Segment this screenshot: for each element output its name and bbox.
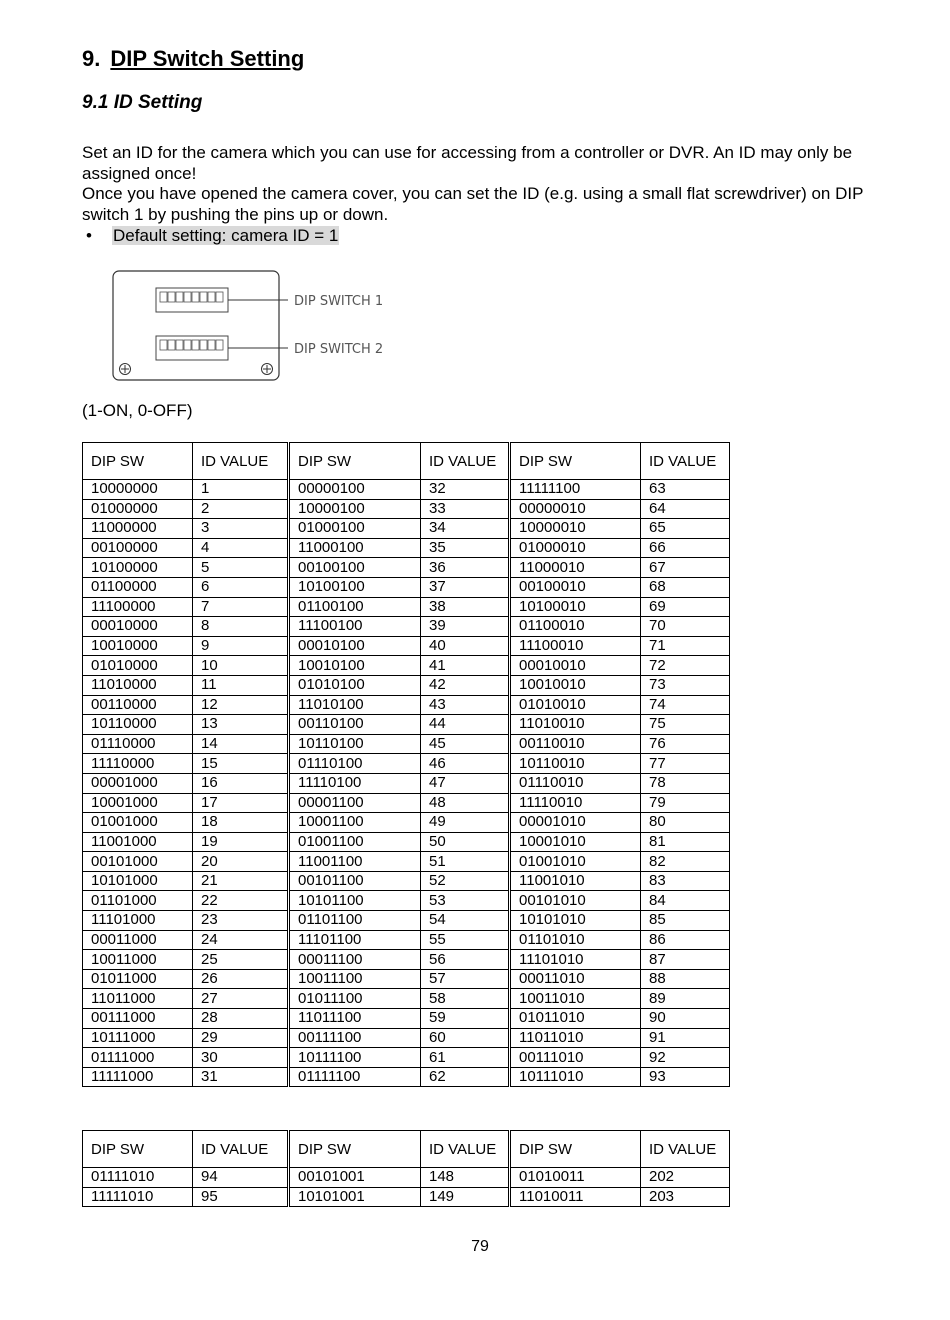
dip-sw-cell: 10111000 <box>83 1028 193 1048</box>
dip-sw-cell: 01001100 <box>289 832 421 852</box>
id-value-cell: 69 <box>641 597 730 617</box>
dip-sw-cell: 11000010 <box>510 558 641 578</box>
default-setting-bullet <box>86 226 339 246</box>
table-row <box>83 950 730 970</box>
id-value-cell: 85 <box>641 911 730 931</box>
table-row <box>83 1168 730 1188</box>
id-value-cell: 50 <box>421 832 510 852</box>
id-value-cell: 90 <box>641 1009 730 1029</box>
dip-sw-cell: 00110010 <box>510 734 641 754</box>
dip-sw-cell: 01111100 <box>289 1067 421 1087</box>
dip-sw-cell: 00101100 <box>289 871 421 891</box>
id-value-cell: 78 <box>641 773 730 793</box>
table-row <box>83 480 730 500</box>
dip-sw-cell: 00111100 <box>289 1028 421 1048</box>
dip-sw-cell: 00111000 <box>83 1009 193 1029</box>
dip-sw-cell: 11010000 <box>83 675 193 695</box>
id-value-cell: 92 <box>641 1048 730 1068</box>
table-row <box>83 871 730 891</box>
id-value-cell: 41 <box>421 656 510 676</box>
dip-sw-cell: 10101100 <box>289 891 421 911</box>
id-value-cell: 4 <box>193 538 289 558</box>
id-value-cell: 20 <box>193 852 289 872</box>
table-row <box>83 734 730 754</box>
section-title: DIP Switch Setting <box>110 46 305 71</box>
subsection-heading: 9.1 ID Setting <box>82 92 203 113</box>
header-id-value: ID VALUE <box>641 1131 730 1168</box>
header-dip-sw: DIP SW <box>289 1131 421 1168</box>
id-value-cell: 30 <box>193 1048 289 1068</box>
id-value-cell: 57 <box>421 969 510 989</box>
dip-sw-cell: 10100010 <box>510 597 641 617</box>
id-value-cell: 11 <box>193 675 289 695</box>
dip-sw-cell: 11010100 <box>289 695 421 715</box>
dip-switch-2-block <box>156 336 288 360</box>
dip-sw-cell: 11010010 <box>510 715 641 735</box>
dip-sw-cell: 10110000 <box>83 715 193 735</box>
dip-sw-cell: 11110100 <box>289 773 421 793</box>
dip-switch-1-block <box>156 288 288 312</box>
id-value-cell: 74 <box>641 695 730 715</box>
dip-sw-cell: 10010010 <box>510 675 641 695</box>
dip-sw-cell: 01000100 <box>289 519 421 539</box>
id-value-cell: 88 <box>641 969 730 989</box>
id-value-cell: 46 <box>421 754 510 774</box>
dip-sw-cell: 10000100 <box>289 499 421 519</box>
id-value-cell: 84 <box>641 891 730 911</box>
id-value-cell: 19 <box>193 832 289 852</box>
bullet-dot-icon: • <box>86 226 92 245</box>
dip-sw-cell: 11000100 <box>289 538 421 558</box>
table-row <box>83 1187 730 1207</box>
id-value-cell: 15 <box>193 754 289 774</box>
table-row <box>83 597 730 617</box>
table-row <box>83 499 730 519</box>
header-id-value: ID VALUE <box>193 1131 289 1168</box>
id-value-cell: 26 <box>193 969 289 989</box>
id-value-cell: 203 <box>641 1187 730 1207</box>
id-value-cell: 34 <box>421 519 510 539</box>
id-value-cell: 47 <box>421 773 510 793</box>
id-value-cell: 5 <box>193 558 289 578</box>
id-value-cell: 8 <box>193 617 289 637</box>
dip-sw-cell: 00110100 <box>289 715 421 735</box>
dip-sw-cell: 10001100 <box>289 813 421 833</box>
screw-left-icon <box>120 364 131 375</box>
id-value-cell: 86 <box>641 930 730 950</box>
id-value-cell: 149 <box>421 1187 510 1207</box>
dip-sw-cell: 10110010 <box>510 754 641 774</box>
dip-sw-cell: 11000000 <box>83 519 193 539</box>
dip-switch-2-label: DIP SWITCH 2 <box>294 342 384 357</box>
table-row <box>83 1009 730 1029</box>
id-value-cell: 36 <box>421 558 510 578</box>
id-value-cell: 22 <box>193 891 289 911</box>
id-value-cell: 29 <box>193 1028 289 1048</box>
id-value-cell: 75 <box>641 715 730 735</box>
header-id-value: ID VALUE <box>193 443 289 480</box>
dip-sw-cell: 01110100 <box>289 754 421 774</box>
dip-sw-cell: 10010000 <box>83 636 193 656</box>
on-off-legend: (1-ON, 0-OFF) <box>82 401 193 420</box>
dip-sw-cell: 01000000 <box>83 499 193 519</box>
id-value-cell: 82 <box>641 852 730 872</box>
dip-sw-cell: 00111010 <box>510 1048 641 1068</box>
dip-sw-cell: 11110000 <box>83 754 193 774</box>
dip-sw-cell: 01100010 <box>510 617 641 637</box>
id-value-cell: 55 <box>421 930 510 950</box>
id-value-cell: 70 <box>641 617 730 637</box>
id-value-cell: 10 <box>193 656 289 676</box>
dip-sw-cell: 10100000 <box>83 558 193 578</box>
table-row <box>83 1048 730 1068</box>
dip-sw-cell: 01010100 <box>289 675 421 695</box>
id-value-cell: 31 <box>193 1067 289 1087</box>
dip-sw-cell: 00011100 <box>289 950 421 970</box>
dip-sw-cell: 10011100 <box>289 969 421 989</box>
table-row <box>83 813 730 833</box>
id-value-cell: 202 <box>641 1168 730 1188</box>
table-row <box>83 832 730 852</box>
table-row <box>83 656 730 676</box>
id-value-cell: 71 <box>641 636 730 656</box>
paragraph-id-instructions: Once you have opened the camera cover, you can set the ID (e.g. using a small flat screwdriver) on DIP switch 1 by pushing the pins up or down. <box>82 184 864 224</box>
id-value-cell: 35 <box>421 538 510 558</box>
id-value-cell: 13 <box>193 715 289 735</box>
id-value-cell: 48 <box>421 793 510 813</box>
dip-sw-cell: 11101000 <box>83 911 193 931</box>
dip-sw-cell: 10011010 <box>510 989 641 1009</box>
dip-sw-cell: 01101010 <box>510 930 641 950</box>
dip-sw-cell: 11111010 <box>83 1187 193 1207</box>
dip-sw-cell: 00101000 <box>83 852 193 872</box>
table-row <box>83 773 730 793</box>
table-header-row <box>83 1131 730 1168</box>
id-value-cell: 65 <box>641 519 730 539</box>
id-value-cell: 51 <box>421 852 510 872</box>
dip-sw-cell: 01001000 <box>83 813 193 833</box>
id-value-cell: 76 <box>641 734 730 754</box>
id-value-cell: 18 <box>193 813 289 833</box>
table-row <box>83 891 730 911</box>
dip-sw-cell: 11011100 <box>289 1009 421 1029</box>
id-value-cell: 80 <box>641 813 730 833</box>
dip-sw-cell: 00001010 <box>510 813 641 833</box>
dip-sw-cell: 11001010 <box>510 871 641 891</box>
dip-sw-cell: 11101100 <box>289 930 421 950</box>
id-value-cell: 3 <box>193 519 289 539</box>
table-row <box>83 930 730 950</box>
dip-sw-cell: 00100000 <box>83 538 193 558</box>
dip-sw-cell: 11011000 <box>83 989 193 1009</box>
dip-sw-cell: 10100100 <box>289 577 421 597</box>
dip-sw-cell: 00101001 <box>289 1168 421 1188</box>
table-row <box>83 1067 730 1087</box>
header-dip-sw: DIP SW <box>83 443 193 480</box>
dip-sw-cell: 01101000 <box>83 891 193 911</box>
header-dip-sw: DIP SW <box>510 1131 641 1168</box>
id-table-main <box>82 442 730 1087</box>
id-value-cell: 83 <box>641 871 730 891</box>
dip-sw-cell: 01111000 <box>83 1048 193 1068</box>
table-row <box>83 538 730 558</box>
dip-sw-cell: 11010011 <box>510 1187 641 1207</box>
dip-sw-cell: 01011100 <box>289 989 421 1009</box>
id-value-cell: 14 <box>193 734 289 754</box>
id-value-cell: 44 <box>421 715 510 735</box>
table-row <box>83 754 730 774</box>
dip-sw-cell: 01111010 <box>83 1168 193 1188</box>
id-value-cell: 61 <box>421 1048 510 1068</box>
dip-sw-cell: 11111000 <box>83 1067 193 1087</box>
id-value-cell: 64 <box>641 499 730 519</box>
dip-sw-cell: 10111100 <box>289 1048 421 1068</box>
table-row <box>83 558 730 578</box>
table-row <box>83 577 730 597</box>
id-value-cell: 1 <box>193 480 289 500</box>
id-value-cell: 62 <box>421 1067 510 1087</box>
id-value-cell: 9 <box>193 636 289 656</box>
section-number: 9. <box>82 46 101 71</box>
id-value-cell: 63 <box>641 480 730 500</box>
id-value-cell: 59 <box>421 1009 510 1029</box>
section-heading <box>82 46 304 72</box>
dip-sw-cell: 01000010 <box>510 538 641 558</box>
table-row <box>83 519 730 539</box>
id-value-cell: 56 <box>421 950 510 970</box>
dip-switch-figure <box>110 268 410 389</box>
dip-sw-cell: 00100100 <box>289 558 421 578</box>
id-value-cell: 72 <box>641 656 730 676</box>
dip-sw-cell: 00110000 <box>83 695 193 715</box>
dip-switch-diagram <box>110 268 410 384</box>
id-value-cell: 23 <box>193 911 289 931</box>
dip-sw-cell: 11011010 <box>510 1028 641 1048</box>
dip-sw-cell: 01011010 <box>510 1009 641 1029</box>
id-value-cell: 21 <box>193 871 289 891</box>
dip-sw-cell: 10010100 <box>289 656 421 676</box>
header-id-value: ID VALUE <box>421 1131 510 1168</box>
dip-sw-cell: 01010000 <box>83 656 193 676</box>
id-value-cell: 32 <box>421 480 510 500</box>
id-value-cell: 17 <box>193 793 289 813</box>
dip-sw-cell: 10001000 <box>83 793 193 813</box>
id-value-cell: 45 <box>421 734 510 754</box>
header-dip-sw: DIP SW <box>289 443 421 480</box>
dip-sw-cell: 00010100 <box>289 636 421 656</box>
id-value-cell: 52 <box>421 871 510 891</box>
table-header-row <box>83 443 730 480</box>
dip-sw-cell: 11111100 <box>510 480 641 500</box>
id-value-cell: 77 <box>641 754 730 774</box>
paragraph-id-intro: Set an ID for the camera which you can use for accessing from a controller or DVR. An ID may only be assigned once! <box>82 143 853 183</box>
dip-sw-cell: 01100100 <box>289 597 421 617</box>
id-value-cell: 12 <box>193 695 289 715</box>
table-row <box>83 793 730 813</box>
dip-sw-cell: 00100010 <box>510 577 641 597</box>
page-number: 79 <box>471 1238 489 1255</box>
dip-sw-cell: 00001100 <box>289 793 421 813</box>
table-row <box>83 617 730 637</box>
table-row <box>83 911 730 931</box>
dip-sw-cell: 10110100 <box>289 734 421 754</box>
id-value-cell: 53 <box>421 891 510 911</box>
dip-sw-cell: 11101010 <box>510 950 641 970</box>
dip-sw-cell: 01110000 <box>83 734 193 754</box>
table-row <box>83 1028 730 1048</box>
id-value-cell: 33 <box>421 499 510 519</box>
id-value-cell: 89 <box>641 989 730 1009</box>
id-value-cell: 79 <box>641 793 730 813</box>
id-value-cell: 24 <box>193 930 289 950</box>
id-value-cell: 2 <box>193 499 289 519</box>
dip-sw-cell: 00101010 <box>510 891 641 911</box>
dip-sw-cell: 10000000 <box>83 480 193 500</box>
header-id-value: ID VALUE <box>421 443 510 480</box>
table-row <box>83 852 730 872</box>
id-value-cell: 58 <box>421 989 510 1009</box>
id-value-cell: 27 <box>193 989 289 1009</box>
id-value-cell: 81 <box>641 832 730 852</box>
id-value-cell: 60 <box>421 1028 510 1048</box>
dip-sw-cell: 00000010 <box>510 499 641 519</box>
id-value-cell: 49 <box>421 813 510 833</box>
dip-sw-cell: 10101000 <box>83 871 193 891</box>
id-table-extra <box>82 1130 730 1207</box>
dip-sw-cell: 11100000 <box>83 597 193 617</box>
dip-sw-cell: 01010011 <box>510 1168 641 1188</box>
dip-sw-cell: 11100100 <box>289 617 421 637</box>
id-value-cell: 25 <box>193 950 289 970</box>
id-value-cell: 6 <box>193 577 289 597</box>
dip-sw-cell: 00001000 <box>83 773 193 793</box>
id-value-cell: 73 <box>641 675 730 695</box>
dip-sw-cell: 00010010 <box>510 656 641 676</box>
id-value-cell: 87 <box>641 950 730 970</box>
table-row <box>83 969 730 989</box>
screw-right-icon <box>262 364 273 375</box>
dip-sw-cell: 01100000 <box>83 577 193 597</box>
dip-sw-cell: 01011000 <box>83 969 193 989</box>
dip-sw-cell: 10111010 <box>510 1067 641 1087</box>
dip-sw-cell: 10000010 <box>510 519 641 539</box>
id-value-cell: 43 <box>421 695 510 715</box>
dip-sw-cell: 01101100 <box>289 911 421 931</box>
dip-sw-cell: 10011000 <box>83 950 193 970</box>
id-value-cell: 94 <box>193 1168 289 1188</box>
id-value-cell: 38 <box>421 597 510 617</box>
dip-sw-cell: 10101010 <box>510 911 641 931</box>
table-row <box>83 715 730 735</box>
id-value-cell: 40 <box>421 636 510 656</box>
id-value-cell: 42 <box>421 675 510 695</box>
id-value-cell: 66 <box>641 538 730 558</box>
id-value-cell: 95 <box>193 1187 289 1207</box>
dip-sw-cell: 00000100 <box>289 480 421 500</box>
dip-sw-cell: 01010010 <box>510 695 641 715</box>
table-row <box>83 636 730 656</box>
dip-sw-cell: 11001000 <box>83 832 193 852</box>
dip-sw-cell: 10101001 <box>289 1187 421 1207</box>
id-value-cell: 93 <box>641 1067 730 1087</box>
id-value-cell: 7 <box>193 597 289 617</box>
id-value-cell: 68 <box>641 577 730 597</box>
dip-sw-cell: 00010000 <box>83 617 193 637</box>
table-row <box>83 695 730 715</box>
dip-sw-cell: 11100010 <box>510 636 641 656</box>
header-dip-sw: DIP SW <box>510 443 641 480</box>
header-dip-sw: DIP SW <box>83 1131 193 1168</box>
table-row <box>83 989 730 1009</box>
dip-sw-cell: 00011000 <box>83 930 193 950</box>
dip-sw-cell: 01110010 <box>510 773 641 793</box>
id-value-cell: 54 <box>421 911 510 931</box>
id-value-cell: 148 <box>421 1168 510 1188</box>
default-setting-text: Default setting: camera ID = 1 <box>113 226 339 245</box>
id-value-cell: 91 <box>641 1028 730 1048</box>
id-value-cell: 28 <box>193 1009 289 1029</box>
dip-sw-cell: 11001100 <box>289 852 421 872</box>
dip-switch-1-label: DIP SWITCH 1 <box>294 294 384 309</box>
dip-sw-cell: 01001010 <box>510 852 641 872</box>
dip-sw-cell: 00011010 <box>510 969 641 989</box>
header-id-value: ID VALUE <box>641 443 730 480</box>
dip-sw-cell: 10001010 <box>510 832 641 852</box>
dip-sw-cell: 11110010 <box>510 793 641 813</box>
table-row <box>83 675 730 695</box>
id-value-cell: 67 <box>641 558 730 578</box>
id-value-cell: 39 <box>421 617 510 637</box>
id-value-cell: 16 <box>193 773 289 793</box>
id-value-cell: 37 <box>421 577 510 597</box>
